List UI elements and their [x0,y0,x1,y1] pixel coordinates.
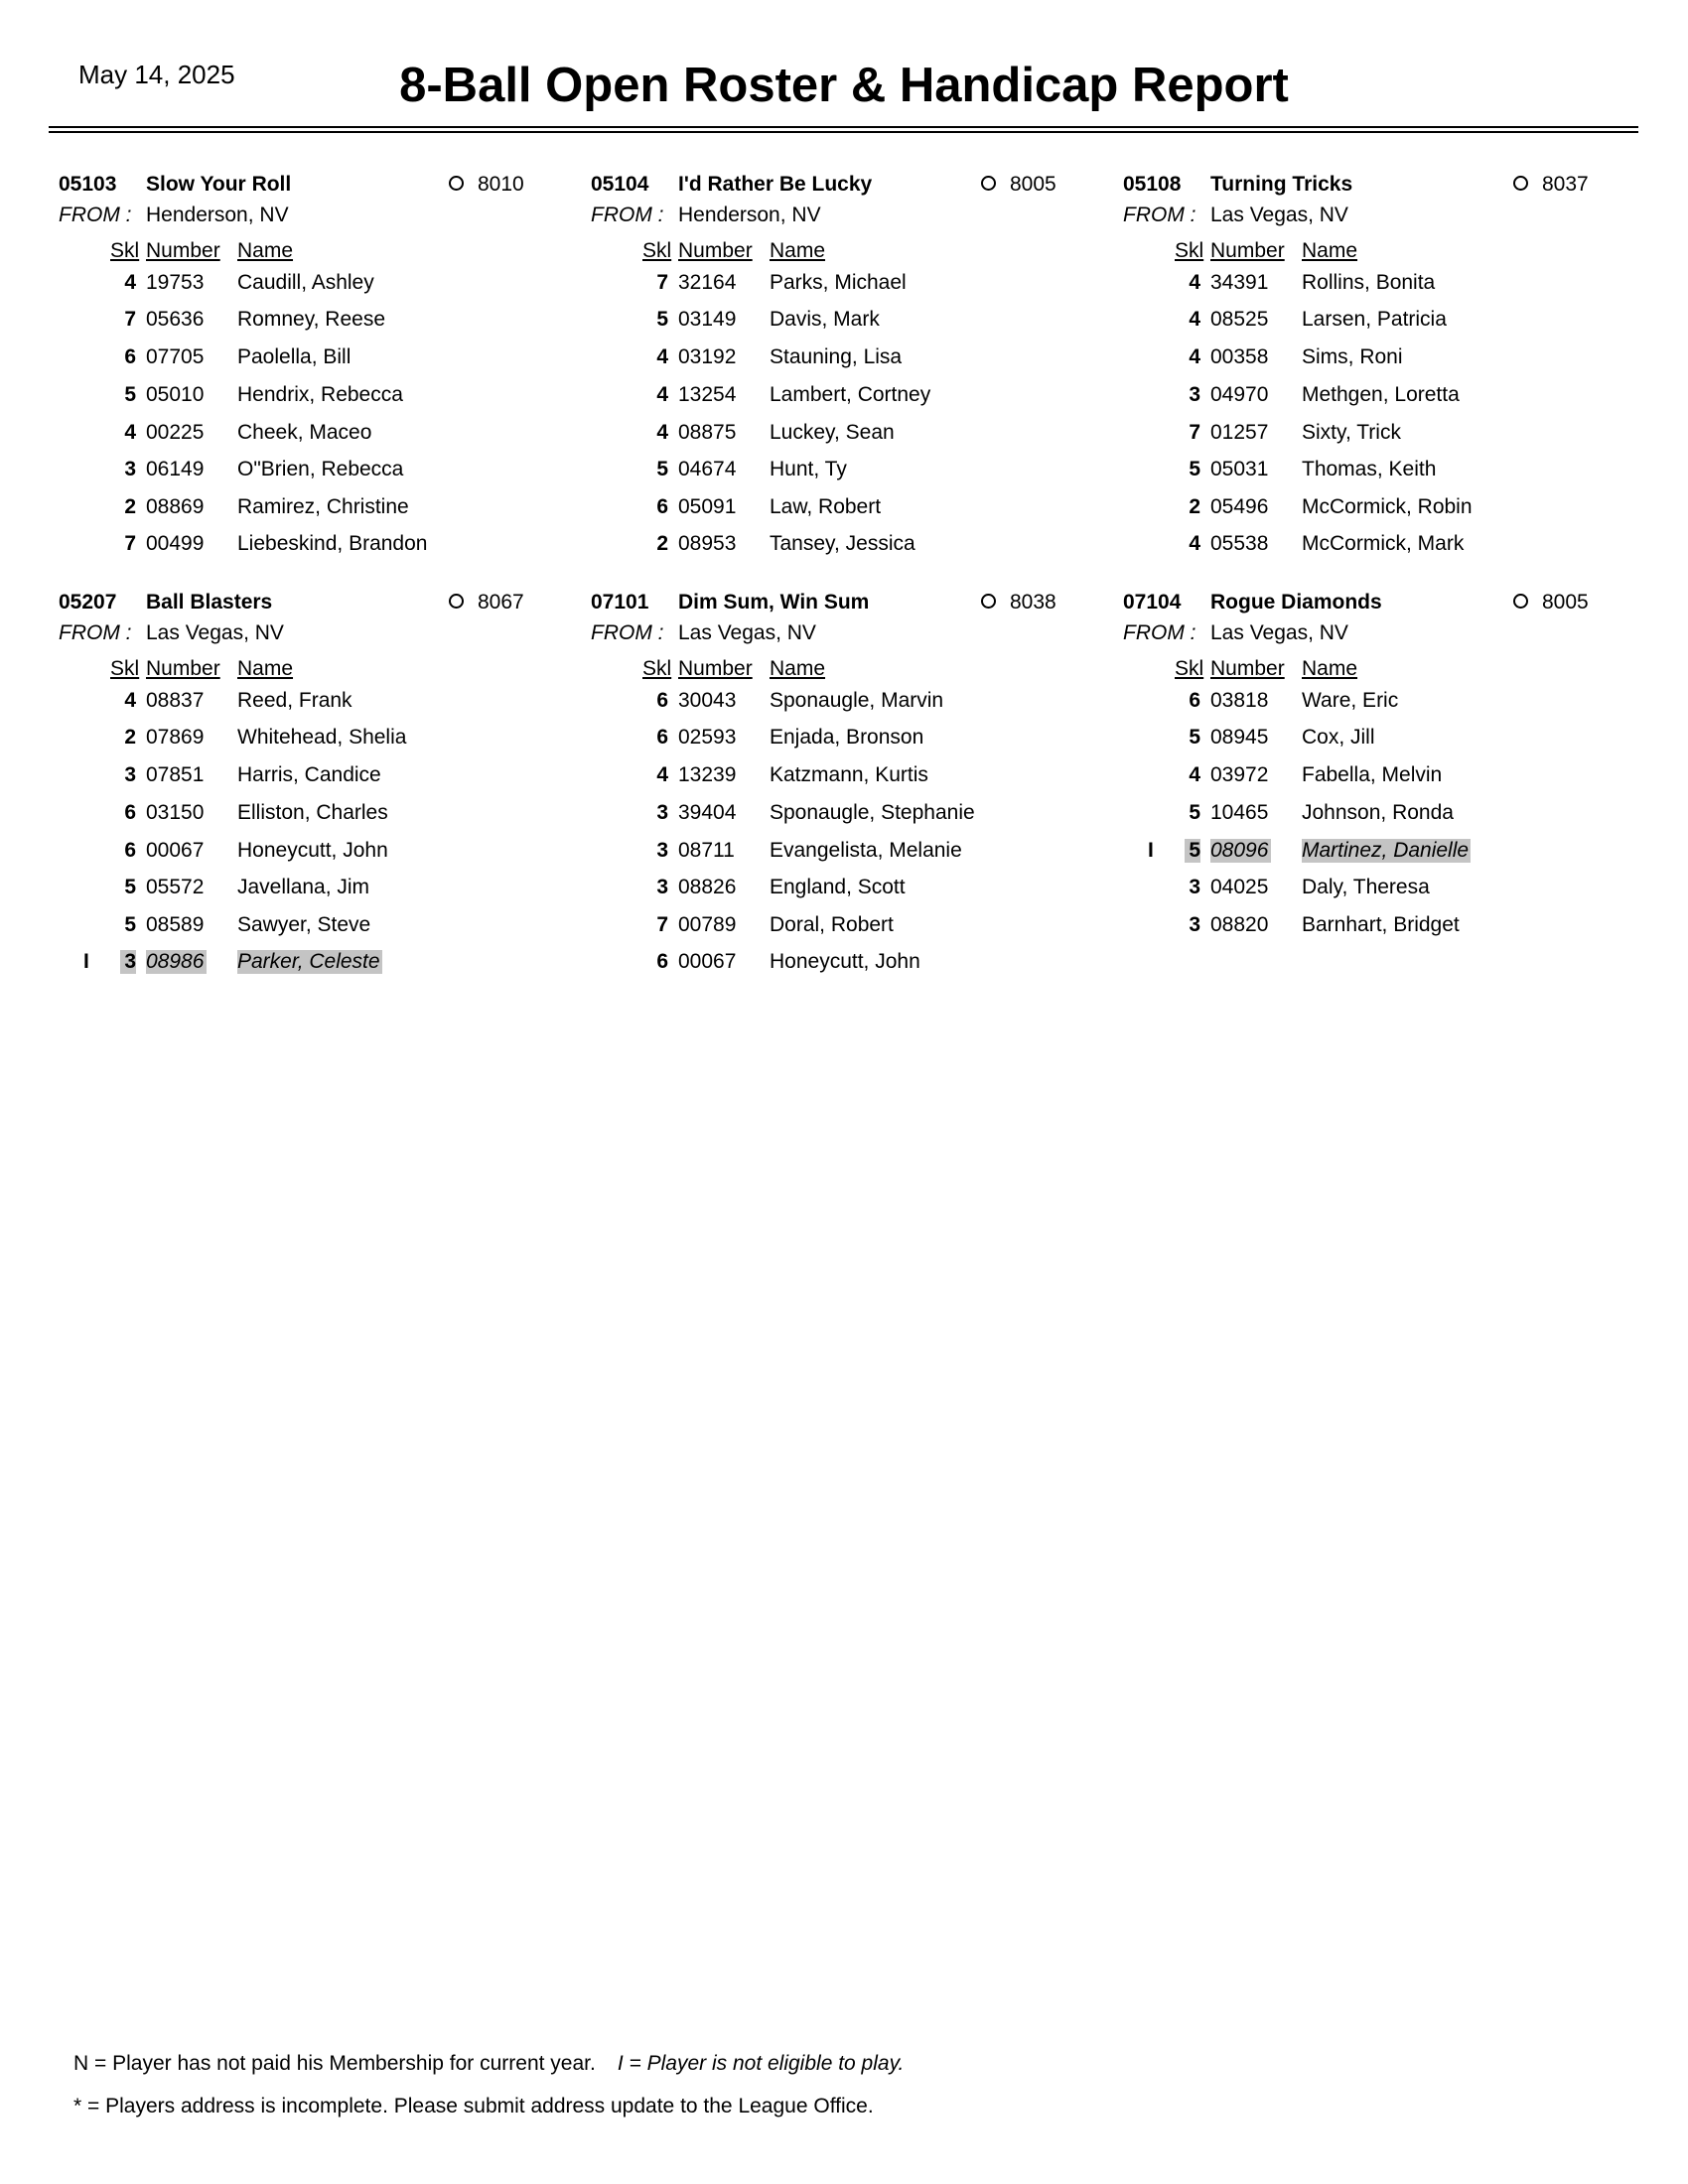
team-name: I'd Rather Be Lucky [678,173,873,196]
player-skill: 4 [1189,345,1200,368]
player-number: 08945 [1210,726,1269,749]
col-header-name: Name [1302,657,1358,680]
player-name: Sponaugle, Marvin [770,689,944,712]
player-number: 04025 [1210,876,1269,898]
player-number: 34391 [1210,271,1269,294]
player-number: 02593 [678,726,737,749]
player-skill: 7 [656,271,668,294]
player-name: Paolella, Bill [237,345,352,368]
player-number: 00499 [146,532,205,555]
player-number: 13254 [678,383,737,406]
player-row [591,495,1107,525]
player-skill: 6 [656,495,668,518]
team-location: Las Vegas, NV [1210,204,1348,226]
player-row [59,458,575,487]
player-row [59,495,575,525]
player-name: Sponaugle, Stephanie [770,801,975,824]
col-header-skl: Skl [110,657,140,680]
player-number: 08986 [146,950,207,974]
legend-ineligible: I = Player is not eligible to play. [617,2052,905,2075]
player-row [1123,839,1639,869]
player-row [591,345,1107,375]
player-name: Larsen, Patricia [1302,308,1447,331]
player-skill: 3 [1189,383,1200,406]
player-name: Honeycutt, John [770,950,920,973]
player-skill: 5 [1189,801,1200,824]
team-location: Las Vegas, NV [1210,621,1348,644]
team-code: 8038 [1010,591,1056,614]
player-name: Ware, Eric [1302,689,1399,712]
player-name: Lambert, Cortney [770,383,931,406]
player-flag: I [1148,839,1154,862]
circle-icon [1513,176,1528,191]
player-number: 01257 [1210,421,1269,444]
player-name: Sixty, Trick [1302,421,1401,444]
player-skill: 5 [1189,726,1200,749]
player-number: 05636 [146,308,205,331]
player-name: O"Brien, Rebecca [237,458,404,480]
player-skill: 2 [656,532,668,555]
player-row [1123,763,1639,793]
player-row [1123,689,1639,719]
player-number: 08875 [678,421,737,444]
from-label: FROM : [591,621,664,644]
team-block [1123,173,1639,570]
team-location: Henderson, NV [678,204,821,226]
player-skill: 7 [656,913,668,936]
player-row [59,308,575,338]
player-row [59,801,575,831]
col-header-number: Number [146,657,220,680]
player-row [1123,532,1639,562]
player-row [591,421,1107,451]
from-label: FROM : [1123,204,1196,226]
player-number: 00225 [146,421,205,444]
player-row [59,950,575,980]
player-name: Rollins, Bonita [1302,271,1436,294]
player-skill: 3 [656,801,668,824]
player-row [591,913,1107,943]
from-label: FROM : [59,204,132,226]
player-number: 05496 [1210,495,1269,518]
player-number: 30043 [678,689,737,712]
team-number: 05104 [591,173,649,196]
from-label: FROM : [59,621,132,644]
team-location: Henderson, NV [146,204,289,226]
player-row [1123,271,1639,301]
circle-icon [981,176,996,191]
player-number: 05031 [1210,458,1269,480]
player-row [591,839,1107,869]
player-number: 10465 [1210,801,1269,824]
player-skill: 6 [124,839,136,862]
player-name: Luckey, Sean [770,421,895,444]
player-number: 07705 [146,345,205,368]
team-code: 8037 [1542,173,1589,196]
player-name: Caudill, Ashley [237,271,374,294]
player-number: 04970 [1210,383,1269,406]
team-number: 05207 [59,591,117,614]
col-header-name: Name [237,657,294,680]
player-row [591,801,1107,831]
player-skill: 5 [656,458,668,480]
player-name: Ramirez, Christine [237,495,409,518]
team-code: 8005 [1542,591,1589,614]
player-number: 08820 [1210,913,1269,936]
player-row [1123,421,1639,451]
player-name: McCormick, Robin [1302,495,1473,518]
legend-line-1 [73,2052,904,2076]
player-row [591,308,1107,338]
player-skill: 5 [656,308,668,331]
player-number: 13239 [678,763,737,786]
player-number: 08525 [1210,308,1269,331]
player-number: 03149 [678,308,737,331]
player-skill: 4 [1189,532,1200,555]
player-row [59,383,575,413]
player-name: Doral, Robert [770,913,894,936]
player-name: Cox, Jill [1302,726,1375,749]
player-row [59,345,575,375]
player-number: 00358 [1210,345,1269,368]
col-header-skl: Skl [1175,657,1204,680]
player-skill: 4 [656,383,668,406]
col-header-skl: Skl [642,657,672,680]
player-row [591,458,1107,487]
player-name: Whitehead, Shelia [237,726,407,749]
circle-icon [981,594,996,609]
player-name: Hendrix, Rebecca [237,383,403,406]
player-number: 03972 [1210,763,1269,786]
player-number: 08096 [1210,839,1271,863]
player-name: England, Scott [770,876,906,898]
player-row [1123,801,1639,831]
player-row [591,532,1107,562]
player-flag: I [83,950,89,973]
team-location: Las Vegas, NV [678,621,816,644]
player-row [1123,876,1639,905]
team-code: 8005 [1010,173,1056,196]
player-name: McCormick, Mark [1302,532,1465,555]
player-row [59,913,575,943]
player-row [591,726,1107,755]
player-skill: 5 [124,913,136,936]
player-name: Katzmann, Kurtis [770,763,928,786]
player-row [1123,913,1639,943]
player-row [59,876,575,905]
player-row [59,763,575,793]
player-row [59,532,575,562]
player-name: Daly, Theresa [1302,876,1430,898]
player-number: 19753 [146,271,205,294]
player-number: 08711 [678,839,735,862]
col-header-skl: Skl [1175,239,1204,262]
legend-line-2: * = Players address is incomplete. Please submit address update to the League Office. [73,2095,874,2117]
player-skill: 2 [1189,495,1200,518]
player-name: Harris, Candice [237,763,381,786]
player-skill: 4 [124,421,136,444]
player-name: Liebeskind, Brandon [237,532,428,555]
player-row [59,689,575,719]
player-name: Hunt, Ty [770,458,847,480]
player-number: 08826 [678,876,737,898]
team-number: 07101 [591,591,649,614]
col-header-number: Number [146,239,220,262]
player-name: Methgen, Loretta [1302,383,1460,406]
player-skill: 4 [1189,308,1200,331]
circle-icon [449,594,464,609]
col-header-number: Number [1210,239,1285,262]
player-number: 08837 [146,689,205,712]
team-block [59,591,575,988]
player-name: Law, Robert [770,495,882,518]
player-name: Sims, Roni [1302,345,1403,368]
player-skill: 6 [656,726,668,749]
player-skill: 4 [656,421,668,444]
player-row [1123,308,1639,338]
player-number: 32164 [678,271,737,294]
player-row [59,421,575,451]
player-name: Stauning, Lisa [770,345,903,368]
player-name: Sawyer, Steve [237,913,371,936]
player-row [591,271,1107,301]
player-skill: 2 [124,726,136,749]
player-skill: 3 [124,458,136,480]
player-skill: 3 [656,839,668,862]
col-header-name: Name [770,657,826,680]
player-row [1123,726,1639,755]
report-date: May 14, 2025 [78,60,235,89]
team-number: 05103 [59,173,117,196]
title-rule-bottom [49,131,1638,133]
col-header-skl: Skl [110,239,140,262]
team-name: Ball Blasters [146,591,273,614]
player-row [59,839,575,869]
player-skill: 4 [656,763,668,786]
circle-icon [1513,594,1528,609]
player-row [59,271,575,301]
player-number: 08589 [146,913,205,936]
report-title: 8-Ball Open Roster & Handicap Report [399,59,1289,112]
player-name: Tansey, Jessica [770,532,915,555]
player-skill: 3 [656,876,668,898]
team-number: 07104 [1123,591,1182,614]
player-name: Thomas, Keith [1302,458,1437,480]
player-skill: 4 [1189,271,1200,294]
player-number: 07869 [146,726,205,749]
player-name: Evangelista, Melanie [770,839,962,862]
player-name: Parks, Michael [770,271,907,294]
player-skill: 6 [656,689,668,712]
player-row [1123,458,1639,487]
col-header-skl: Skl [642,239,672,262]
team-name: Turning Tricks [1210,173,1353,196]
player-number: 03192 [678,345,737,368]
player-number: 04674 [678,458,737,480]
player-skill: 5 [1185,839,1200,863]
player-row [1123,495,1639,525]
player-row [591,950,1107,980]
player-name: Parker, Celeste [237,950,380,973]
player-skill: 4 [124,271,136,294]
team-block [591,173,1107,570]
player-number: 00067 [678,950,737,973]
team-block [591,591,1107,988]
player-name: Johnson, Ronda [1302,801,1454,824]
player-row [59,726,575,755]
col-header-number: Number [678,657,753,680]
team-location: Las Vegas, NV [146,621,284,644]
player-number: 07851 [146,763,205,786]
col-header-name: Name [770,239,826,262]
player-skill: 5 [1189,458,1200,480]
team-name: Dim Sum, Win Sum [678,591,870,614]
player-name: Reed, Frank [237,689,352,712]
team-number: 05108 [1123,173,1182,196]
circle-icon [449,176,464,191]
team-code: 8010 [478,173,524,196]
player-skill: 3 [1189,876,1200,898]
player-number: 08953 [678,532,737,555]
player-number: 39404 [678,801,737,824]
from-label: FROM : [1123,621,1196,644]
legend-not-paid: N = Player has not paid his Membership for current year. [73,2052,596,2075]
col-header-name: Name [1302,239,1358,262]
player-skill: 3 [1189,913,1200,936]
player-skill: 3 [124,763,136,786]
player-number: 03818 [1210,689,1269,712]
player-name: Enjada, Bronson [770,726,924,749]
player-name: Romney, Reese [237,308,386,331]
player-name: Cheek, Maceo [237,421,372,444]
team-name: Rogue Diamonds [1210,591,1382,614]
player-row [1123,383,1639,413]
col-header-number: Number [678,239,753,262]
team-block [59,173,575,570]
player-row [591,763,1107,793]
player-skill: 6 [656,950,668,973]
player-skill: 6 [1189,689,1200,712]
player-name: Davis, Mark [770,308,880,331]
player-name: Elliston, Charles [237,801,388,824]
player-skill: 7 [1189,421,1200,444]
player-number: 00789 [678,913,737,936]
player-number: 05010 [146,383,205,406]
player-number: 05091 [678,495,737,518]
player-skill: 4 [124,689,136,712]
player-row [591,689,1107,719]
player-skill: 3 [120,950,136,974]
player-skill: 7 [124,308,136,331]
player-name: Honeycutt, John [237,839,388,862]
player-row [591,876,1107,905]
col-header-name: Name [237,239,294,262]
player-skill: 6 [124,801,136,824]
from-label: FROM : [591,204,664,226]
team-block [1123,591,1639,988]
player-skill: 6 [124,345,136,368]
player-number: 03150 [146,801,205,824]
player-skill: 2 [124,495,136,518]
player-name: Javellana, Jim [237,876,370,898]
player-number: 00067 [146,839,205,862]
player-name: Fabella, Melvin [1302,763,1443,786]
player-name: Barnhart, Bridget [1302,913,1460,936]
player-number: 08869 [146,495,205,518]
player-name: Martinez, Danielle [1302,839,1470,862]
player-number: 05538 [1210,532,1269,555]
col-header-number: Number [1210,657,1285,680]
team-name: Slow Your Roll [146,173,292,196]
player-number: 06149 [146,458,205,480]
player-number: 05572 [146,876,205,898]
player-skill: 5 [124,876,136,898]
title-rule-top [49,126,1638,128]
player-row [1123,345,1639,375]
player-skill: 4 [656,345,668,368]
team-code: 8067 [478,591,524,614]
player-row [591,383,1107,413]
player-skill: 4 [1189,763,1200,786]
player-skill: 5 [124,383,136,406]
player-skill: 7 [124,532,136,555]
